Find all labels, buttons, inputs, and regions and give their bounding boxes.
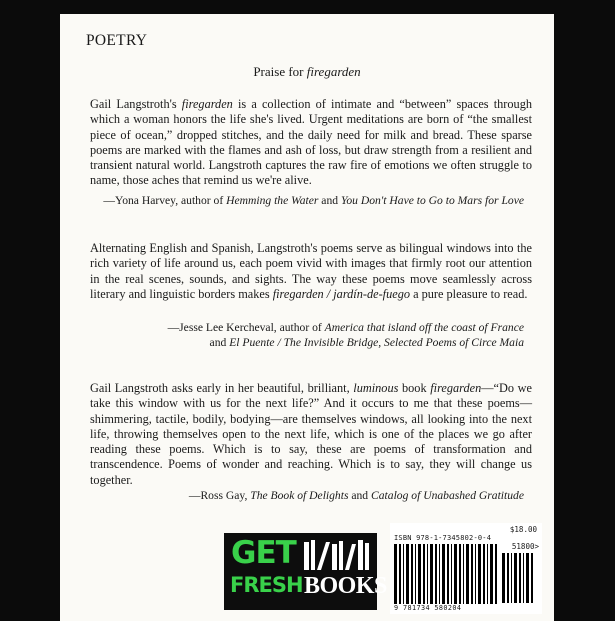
barcode-bar	[415, 544, 416, 604]
attribution-text: and	[209, 336, 230, 349]
blurb-harvey	[90, 97, 532, 189]
attribution-text: —Ross Gay,	[188, 489, 251, 502]
price-addon-label: 51800>	[511, 542, 539, 551]
praise-title: firegarden	[306, 64, 361, 79]
barcode-bar	[478, 544, 481, 604]
barcode-bar	[519, 553, 521, 603]
barcode-bar	[394, 544, 397, 604]
blurb-gay	[90, 381, 532, 488]
barcode-bar	[490, 544, 493, 604]
barcode-bar	[435, 544, 437, 604]
barcode-bar	[403, 544, 404, 604]
blurb-text: is a collection of intimate and “between” spaces through which a woman honors the life she's lived. Urgent meditations are born of “the smallest piece of ocean,” dropped stitches, and the daily need for milk and bread. These sparse poems are marked with the flames and ash of loss, but draw strength from a resilient and transient natural world. Langstroth captures the raw fire of emotions we often struggle to name, those aches that remind us we're alive.	[90, 97, 532, 188]
barcode-bar	[495, 544, 497, 604]
barcode-digits: 9 781734 580204	[394, 604, 462, 612]
blurb-text: Gail Langstroth asks early in her beautiful, brilliant,	[90, 381, 354, 395]
barcode-bar	[483, 544, 485, 604]
barcode-bar	[502, 553, 505, 603]
blurb-title: firegarden / jardín-de-fuego	[272, 286, 410, 301]
barcode-bar	[531, 553, 533, 603]
barcode-bar	[526, 553, 529, 603]
bookshelf-icon	[304, 538, 370, 572]
publisher-logo	[224, 533, 387, 610]
attribution-text: —Jesse Lee Kercheval, author of	[167, 321, 325, 334]
blurb-text: Gail Langstroth's	[90, 97, 182, 111]
blurb-text: Alternating English and Spanish, Langstroth's poems serve as bilingual windows into the rich variety of life around us, each poem vivid with images that firmly root our attention in the real scenes, sounds, and sights. The way these poems move seamlessly across literary and linguistic borders makes	[90, 241, 532, 301]
barcode-bar	[439, 544, 440, 604]
barcode-bar	[511, 553, 512, 603]
barcode-bar	[451, 544, 452, 604]
barcode-bar	[471, 544, 473, 604]
attribution-text: and	[348, 489, 372, 502]
attribution-text: —Yona Harvey, author of	[103, 194, 227, 207]
blurb-title: firegarden	[181, 97, 233, 111]
barcode-bar	[411, 544, 413, 604]
barcode-bar	[399, 544, 401, 604]
attribution-harvey	[90, 193, 524, 208]
barcode-bar	[430, 544, 433, 604]
blurb-emphasis: luminous	[353, 381, 399, 395]
attribution-kercheval	[90, 320, 524, 350]
attribution-title: America that island off the coast of France	[324, 321, 524, 334]
barcode-bar	[459, 544, 461, 604]
barcode-bar	[427, 544, 428, 604]
barcode-bar	[406, 544, 409, 604]
barcode-bar	[475, 544, 476, 604]
barcode-bar	[523, 553, 524, 603]
attribution-title: You Don't Have to Go to Mars for Love	[340, 194, 524, 207]
barcode-bars	[394, 544, 498, 604]
barcode-bar	[507, 553, 509, 603]
logo-fresh-text: FRESH	[230, 573, 303, 597]
blurb-text: a pure pleasure to read.	[410, 286, 528, 301]
book-back-cover	[60, 14, 554, 621]
attribution-title: The Book of Delights	[250, 489, 349, 502]
attribution-title: Hemming the Water	[226, 194, 319, 207]
price-label: $18.00	[509, 525, 537, 534]
blurb-text: —“Do we take this window with us for the next life?” And it occurs to me that these poems—shimmering, tactile, bodily, bodying—are themselves windows, all looking into the next life, throwing themselves open to the next life, which is one of the places we go after reading these poems. Which is to say, these are poems of transformation and transcendence. Poems of wonder and reaching. Which is to say, they will change us together.	[90, 381, 532, 487]
praise-heading	[60, 64, 554, 80]
addon-barcode-bars	[502, 553, 538, 603]
attribution-title: El Puente / The Invisible Bridge, Selected Poems of Circe Maia	[229, 336, 524, 349]
barcode-bar	[454, 544, 457, 604]
genre-label: POETRY	[86, 32, 148, 49]
blurb-kercheval	[90, 241, 532, 302]
praise-label: Praise for	[253, 64, 304, 79]
barcode-bar	[463, 544, 464, 604]
blurb-title: firegarden	[430, 381, 482, 395]
isbn-barcode	[390, 523, 542, 614]
barcode-bar	[514, 553, 517, 603]
logo-books-text: BOOKS	[304, 573, 387, 599]
barcode-bar	[442, 544, 445, 604]
logo-get-text: GET	[231, 535, 296, 571]
barcode-bar	[466, 544, 469, 604]
attribution-text: and	[318, 194, 341, 207]
blurb-text: book	[398, 381, 431, 395]
barcode-bar	[487, 544, 488, 604]
attribution-gay	[90, 488, 524, 503]
attribution-title: Catalog of Unabashed Gratitude	[371, 489, 524, 502]
barcode-bar	[447, 544, 449, 604]
barcode-bar	[423, 544, 425, 604]
barcode-bar	[418, 544, 421, 604]
isbn-label: ISBN 978-1-7345802-0-4	[394, 534, 492, 542]
